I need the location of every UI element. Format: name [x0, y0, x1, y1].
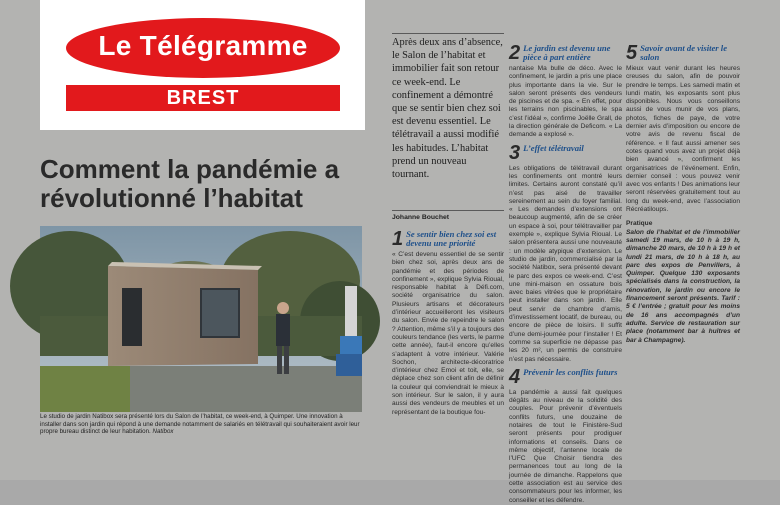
city-banner — [66, 85, 340, 111]
pratique-body: Salon de l’habitat et de l’immobilier samedi 19 mars, de 10 h à 19 h, dimanche 20 mars, de 10 h à 19 h et lundi 21 mars, de 10 h à 18 h, au parc des expos de Penvillers, à Quimper. Quelque 130 exposants spécialisés dans la construction, la rénovation, le jardin ou encore le financement seront présents. Tarif : 5 € l’entrée ; gratuit pour les moins de 16 ans accompagnés d’un adulte. Service de restauration sur place (notamment bar à huîtres et bar à Champagne). — [626, 228, 740, 344]
photo-caption-text: Le studio de jardin Natibox sera présenté lors du Salon de l’habitat, ce week-end, à Quimper. Une innovation à installer dans son jardin qui répond à une demande notamment de salariés en télétravail qui souhaiteraient avoir leur propre bureau distinct de leur habitation. — [40, 413, 360, 436]
section-heading — [509, 44, 622, 62]
section-title: Le jardin est devenu une pièce à part entière — [523, 43, 611, 62]
section-body: nantaise Ma bulle de déco. Avec le confinement, le jardin a pris une place plus importante dans la vie. Sur le salon seront présents des vendeurs de piscines et de spa. « En effet, pour les terrains non piscinables, le spa c’est l’idéal », confirme Joëlle Grall, de la direction générale de Deficom. « La demande a explosé ». — [509, 65, 622, 139]
section-heading — [509, 365, 622, 388]
section-number: 3 — [509, 141, 521, 164]
city-name: BREST — [166, 87, 240, 109]
pratique-heading: Pratique — [626, 220, 653, 228]
article-lead: Après deux ans d’absence, le Salon de l’habitat et immobilier fait son retour ce week-end. Le confinement a démontré que se sentir bien chez soi est devenu essentiel. Le télétravail a aussi modifié les habitudes. L’habitat prend un nouveau tournant. — [392, 37, 503, 181]
section-body: La pandémie a aussi fait quelques dégâts au niveau de la solidité des couples. Pour prévenir d’éventuels conflits futurs, une douzaine de notaires de tout le Finistère-Sud seront présents pour prodiguer informations et conseils. Dans ce même objectif, l’antenne locale de l’UFC Que Choisir tiendra des permanences tout au long de la journée de dimanche. Rappelons que cette association est au service des consommateurs pour les informer, les conseiller et les défendre. — [509, 388, 622, 504]
photo-caption — [40, 413, 362, 436]
section-title: Se sentir bien chez soi est devenu une priorité — [406, 229, 497, 248]
byline-rule — [392, 210, 504, 211]
section-body: Mieux vaut venir durant les heures creuses du salon, afin de pouvoir prendre le temps. Les samedi matin et lundi matin, les exposants sont plus disponibles. Nous vous conseillons aussi de vous munir de vos plans, photos, fiches de paye, de votre dernier avis d’imposition ou encore de votre avis de revenu fiscal de référence. « Il faut aussi amener ses cotes quand vous avez un projet déjà bien avancé », confirment les organisatrices de l’événement. Enfin, dernier conseil : vous pouvez venir avec vos enfants ! Des animations leur seront réservées gratuitement tout au long du week-end, avec l’association Récréatiloups. — [626, 65, 740, 214]
column-2 — [392, 226, 504, 480]
photo-credit: Natibox — [152, 428, 174, 436]
section-heading — [509, 141, 622, 164]
brand-logo-text: Le Télégramme — [98, 30, 308, 61]
article-byline: Johanne Bouchet — [392, 214, 450, 221]
section-number: 2 — [509, 42, 521, 64]
article-photo — [40, 226, 362, 412]
garden-studio-photo — [40, 226, 362, 412]
section-title: Prévenir les conflits futurs — [523, 366, 618, 377]
section-title: Savoir avant de visiter le salon — [640, 43, 728, 62]
section-title: L’effet télétravail — [523, 142, 584, 153]
section-body: Les obligations de télétravail durant les confinements ont montré leurs limites. Certains auront constaté qu’il n’est pas aisé de travailler sereinement au sein du foyer familial. « Les demandes d’extensions ont beaucoup augmenté, afin de se créer un espace à soi, pour télétravailler par exemple », explique Sylvia Rioual. Le salon présentera aussi une nouveauté : un modèle atypique d’extension. Le studio de jardin, commercialisé par la société Natibox, sera présenté devant le parc des expos ce week-end. C’est une mini-maison en ossature bois avec baies vitrées que le propriétaire peut installer dans son jardin. Elle peut servir de chambre d’amis, d’investissement locatif, de bureau, ou encore de pièce de loisirs. Il suffit d’une demi-journée pour l’installer ! Et comme sa superficie ne dépasse pas les 20 m², un permis de construire n’est pas nécessaire. — [509, 164, 622, 363]
section-heading — [392, 230, 504, 248]
section-heading — [626, 44, 740, 62]
column-3 — [509, 40, 622, 504]
article-headline: Comment la pandémie a révolutionné l’habitat — [40, 154, 340, 213]
section-number: 4 — [509, 365, 521, 388]
section-number: 5 — [626, 42, 638, 64]
masthead — [40, 0, 365, 130]
lead-rule — [392, 33, 504, 34]
section-number: 1 — [392, 228, 404, 250]
section-body: « C’est devenu essentiel de se sentir bien chez soi, après deux ans de pandémie et des périodes de confinement », explique Sylvia Rioual, responsable habitat à Défi.com, société organisatrice du salon. Plusieurs artisans et décorateurs d’intérieur accueilleront les visiteurs du salon. Envie de repeindre le salon ? Attention, même s’il y a toujours des couleurs tendance (les verts, le parme cette année), faut-il encore qu’elles s’adaptent à votre intérieur. Valérie Sochon, architecte-décoratrice d’intérieur chez Emoi et toit, elle, se déplace chez son client afin de définir la couleur qui conviendrait le mieux à son intérieur. Sur le salon, il y aura aussi des vendeurs de meubles et un représentant de la boutique fou- — [392, 251, 504, 416]
column-4 — [626, 40, 740, 480]
